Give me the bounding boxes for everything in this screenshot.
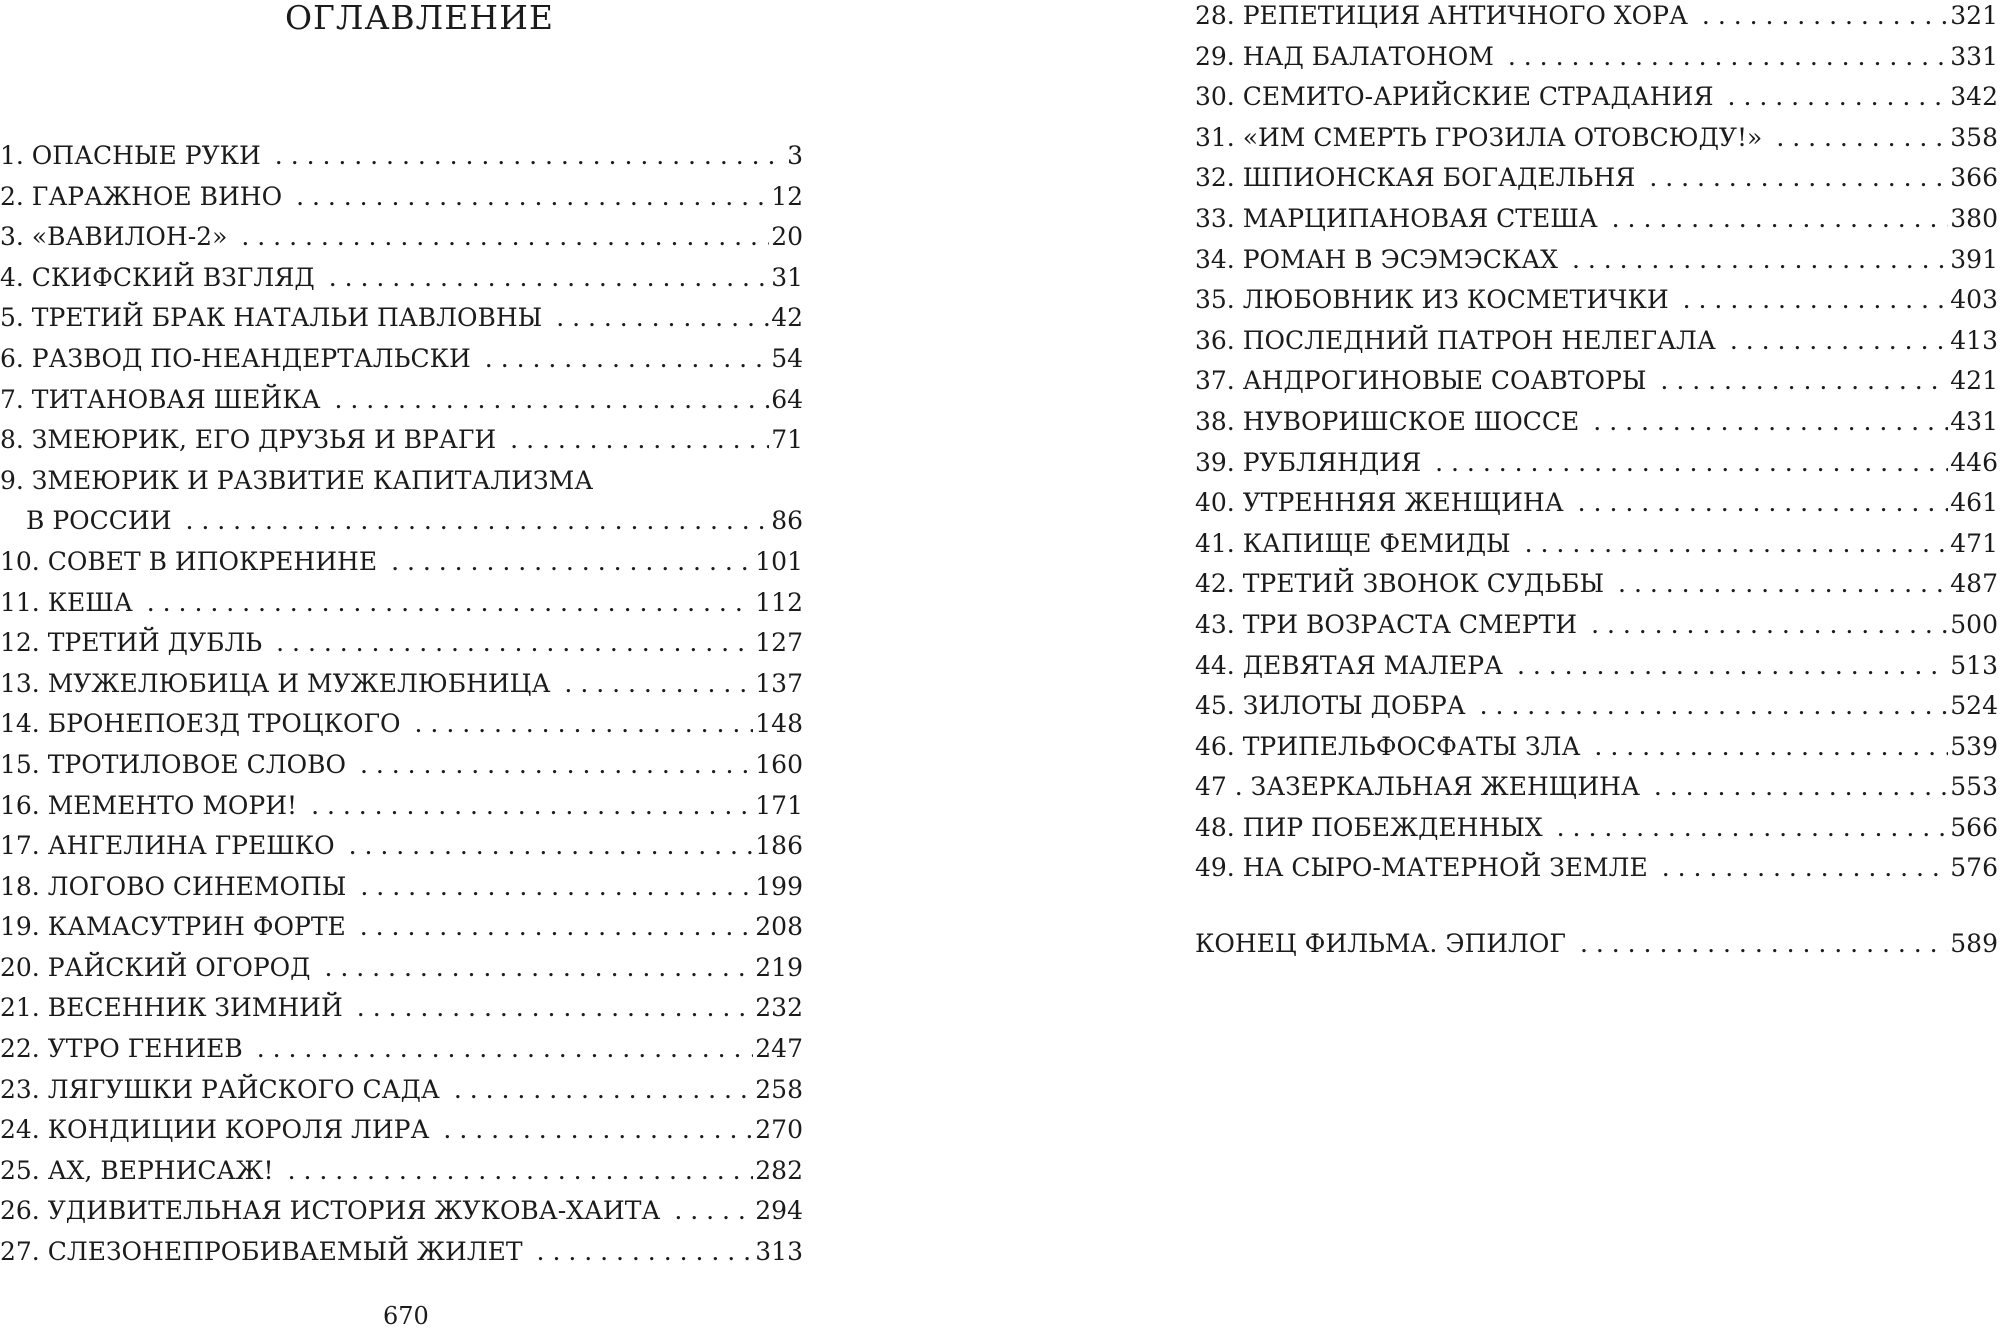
toc-entry-page: 54 xyxy=(771,343,803,373)
toc-entry xyxy=(0,542,803,583)
toc-entry-title: 24. КОНДИЦИИ КОРОЛЯ ЛИРА xyxy=(0,1115,430,1145)
toc-entry xyxy=(1195,199,1998,240)
toc-entry-page: 71 xyxy=(771,425,803,455)
toc-entry-page: 431 xyxy=(1950,406,1998,436)
toc-entry-title: 43. ТРИ ВОЗРАСТА СМЕРТИ xyxy=(1195,609,1578,639)
toc-entry-title: 19. КАМАСУТРИН ФОРТЕ xyxy=(0,912,346,942)
toc-entry-title: КОНЕЦ ФИЛЬМА. ЭПИЛОГ xyxy=(1195,929,1566,958)
toc-entry-page: 270 xyxy=(755,1115,803,1145)
dot-leader xyxy=(485,339,769,380)
toc-entry-title: 42. ТРЕТИЙ ЗВОНОК СУДЬБЫ xyxy=(1195,569,1605,599)
toc-entry xyxy=(0,867,803,908)
toc-entry-title: 46. ТРИПЕЛЬФОСФАТЫ ЗЛА xyxy=(1195,731,1581,761)
toc-entry-title: В РОССИИ xyxy=(26,506,172,536)
right-page xyxy=(1195,0,2000,1331)
toc-entry-title: 30. СЕМИТО-АРИЙСКИЕ СТРАДАНИЯ xyxy=(1195,82,1714,112)
toc-entry-title: 22. УТРО ГЕНИЕВ xyxy=(0,1034,243,1064)
dot-leader xyxy=(357,988,753,1029)
toc-entry-page: 513 xyxy=(1950,650,1998,680)
epilogue-list xyxy=(1195,924,1998,965)
toc-entry-title: 26. УДИВИТЕЛЬНАЯ ИСТОРИЯ ЖУКОВА-ХАИТА xyxy=(0,1196,661,1226)
toc-entry-page: 127 xyxy=(755,628,803,658)
toc-entry-page: 20 xyxy=(771,222,803,252)
toc-entry-page: 539 xyxy=(1950,731,1998,761)
toc-entry-page: 219 xyxy=(755,952,803,982)
toc-entry-title: 27. СЛЕЗОНЕПРОБИВАЕМЫЙ ЖИЛЕТ xyxy=(0,1237,523,1267)
toc-entry-title: 4. СКИФСКИЙ ВЗГЛЯД xyxy=(0,262,315,292)
toc-entry xyxy=(1195,118,1998,159)
toc-entry-title: 34. РОМАН В ЭСЭМЭСКАХ xyxy=(1195,244,1558,274)
dot-leader xyxy=(391,542,753,583)
dot-leader xyxy=(415,704,754,745)
toc-entry-title: 1. ОПАСНЫЕ РУКИ xyxy=(0,141,261,170)
toc-entry xyxy=(0,988,803,1029)
dot-leader xyxy=(360,907,754,948)
toc-entry xyxy=(0,1070,803,1111)
toc-entry xyxy=(0,745,803,786)
toc-entry xyxy=(0,258,803,299)
toc-entry-title: 33. МАРЦИПАНОВАЯ СТЕША xyxy=(1195,203,1598,233)
toc-entry-page: 421 xyxy=(1950,366,1998,396)
dot-leader xyxy=(1662,848,1949,889)
toc-entry xyxy=(0,1029,803,1070)
toc-entry-page: 461 xyxy=(1950,488,1998,518)
dot-leader xyxy=(1580,924,1948,965)
toc-entry xyxy=(0,461,803,502)
toc-entry-page: 553 xyxy=(1950,772,1998,802)
toc-entry xyxy=(1195,808,1998,849)
toc-entry-title: 12. ТРЕТИЙ ДУБЛЬ xyxy=(0,628,263,658)
toc-entry-page: 186 xyxy=(755,831,803,861)
dot-leader xyxy=(1612,199,1949,240)
dot-leader xyxy=(1480,686,1949,727)
toc-entry xyxy=(1195,361,1998,402)
toc-entry-title: 2. ГАРАЖНОЕ ВИНО xyxy=(0,181,283,211)
toc-entry-title: 49. НА СЫРО-МАТЕРНОЙ ЗЕМЛЕ xyxy=(1195,853,1648,883)
dot-leader xyxy=(674,1191,753,1232)
toc-entry xyxy=(1195,848,1998,889)
toc-entry-title: 10. СОВЕТ В ИПОКРЕНИНЕ xyxy=(0,546,378,576)
dot-leader xyxy=(1660,361,1948,402)
dot-leader xyxy=(1728,77,1949,118)
toc-entry xyxy=(0,948,803,989)
toc-entry xyxy=(1195,686,1998,727)
left-page xyxy=(0,0,820,1331)
toc-entry-title: 25. АХ, ВЕРНИСАЖ! xyxy=(0,1155,274,1185)
dot-leader xyxy=(257,1029,754,1070)
toc-entry xyxy=(0,380,803,421)
toc-entry xyxy=(1195,321,1998,362)
page-title: ОГЛАВЛЕНИЕ xyxy=(285,0,554,37)
dot-leader xyxy=(1702,0,1948,37)
toc-entry xyxy=(0,339,803,380)
toc-entry-page: 112 xyxy=(755,587,803,617)
toc-entry-title: 48. ПИР ПОБЕЖДЕННЫХ xyxy=(1195,812,1543,842)
toc-entry xyxy=(0,501,803,542)
toc-entry-title: 16. МЕМЕНТО МОРИ! xyxy=(0,790,298,820)
toc-entry-page: 313 xyxy=(755,1237,803,1267)
dot-leader xyxy=(510,420,769,461)
toc-entry-epilogue xyxy=(1195,924,1998,965)
toc-entry-page: 589 xyxy=(1950,929,1998,958)
toc-entry-page: 524 xyxy=(1950,691,1998,721)
toc-entry xyxy=(0,420,803,461)
dot-leader xyxy=(537,1232,754,1273)
toc-list-left xyxy=(0,136,803,1273)
toc-entry-page: 12 xyxy=(771,181,803,211)
dot-leader xyxy=(360,867,753,908)
toc-entry-title: 41. КАПИЩЕ ФЕМИДЫ xyxy=(1195,528,1511,558)
toc-entry-title: 15. ТРОТИЛОВОЕ СЛОВО xyxy=(0,749,346,779)
toc-entry xyxy=(0,704,803,745)
dot-leader xyxy=(1654,767,1948,808)
dot-leader xyxy=(1435,443,1948,484)
toc-entry xyxy=(0,1191,803,1232)
dot-leader xyxy=(276,623,753,664)
dot-leader xyxy=(349,826,754,867)
toc-entry-title: 13. МУЖЕЛЮБИЦА И МУЖЕЛЮБНИЦА xyxy=(0,668,551,698)
toc-entry-page: 86 xyxy=(771,506,803,536)
toc-entry-title: 38. НУВОРИШСКОЕ ШОССЕ xyxy=(1195,406,1580,436)
toc-entry-title: 17. АНГЕЛИНА ГРЕШКО xyxy=(0,831,335,861)
dot-leader xyxy=(186,501,770,542)
toc-entry-title: 36. ПОСЛЕДНИЙ ПАТРОН НЕЛЕГАЛА xyxy=(1195,325,1716,355)
dot-leader xyxy=(241,217,769,258)
toc-entry-page: 446 xyxy=(1950,447,1998,477)
toc-entry-page: 566 xyxy=(1950,812,1998,842)
toc-entry-title: 40. УТРЕННЯЯ ЖЕНЩИНА xyxy=(1195,488,1564,518)
toc-entry xyxy=(1195,727,1998,768)
toc-entry-title: 11. КЕША xyxy=(0,587,133,617)
dot-leader xyxy=(1578,483,1949,524)
dot-leader xyxy=(147,583,754,624)
toc-entry-page: 3 xyxy=(787,141,803,170)
toc-entry xyxy=(0,217,803,258)
toc-entry xyxy=(1195,158,1998,199)
dot-leader xyxy=(1525,524,1949,565)
toc-entry xyxy=(1195,240,1998,281)
toc-entry-page: 171 xyxy=(755,790,803,820)
toc-entry xyxy=(0,177,803,218)
toc-entry xyxy=(0,826,803,867)
toc-entry xyxy=(0,298,803,339)
dot-leader xyxy=(329,258,769,299)
toc-entry-page: 247 xyxy=(755,1034,803,1064)
toc-entry xyxy=(1195,402,1998,443)
toc-list-right xyxy=(1195,0,1998,889)
dot-leader xyxy=(296,177,769,218)
toc-entry-title: 32. ШПИОНСКАЯ БОГАДЕЛЬНЯ xyxy=(1195,163,1636,193)
toc-entry-page: 321 xyxy=(1950,1,1998,30)
toc-entry-title: 47 . ЗАЗЕРКАЛЬНАЯ ЖЕНЩИНА xyxy=(1195,772,1640,802)
toc-entry-page: 331 xyxy=(1950,41,1998,71)
toc-entry xyxy=(1195,443,1998,484)
toc-entry-title: 23. ЛЯГУШКИ РАЙСКОГО САДА xyxy=(0,1074,440,1104)
toc-entry xyxy=(1195,524,1998,565)
page-number-folio: 670 xyxy=(383,1302,429,1330)
dot-leader xyxy=(334,380,769,421)
toc-entry-title: 29. НАД БАЛАТОНОМ xyxy=(1195,41,1494,71)
toc-entry-page: 31 xyxy=(771,262,803,292)
toc-entry-title: 21. ВЕСЕННИК ЗИМНИЙ xyxy=(0,993,343,1023)
dot-leader xyxy=(1572,240,1948,281)
toc-entry-page: 500 xyxy=(1950,609,1998,639)
toc-entry xyxy=(1195,77,1998,118)
dot-leader xyxy=(1508,37,1948,78)
dot-leader xyxy=(311,786,753,827)
toc-entry-title: 37. АНДРОГИНОВЫЕ СОАВТОРЫ xyxy=(1195,366,1647,396)
toc-entry-title: 28. РЕПЕТИЦИЯ АНТИЧНОГО ХОРА xyxy=(1195,1,1688,30)
toc-entry-title: 14. БРОНЕПОЕЗД ТРОЦКОГО xyxy=(0,709,401,739)
toc-entry-page: 487 xyxy=(1950,569,1998,599)
toc-entry-page: 160 xyxy=(755,749,803,779)
dot-leader xyxy=(1683,280,1949,321)
toc-entry-page: 342 xyxy=(1950,82,1998,112)
toc-entry-page: 199 xyxy=(755,871,803,901)
dot-leader xyxy=(454,1070,753,1111)
toc-entry xyxy=(1195,37,1998,78)
dot-leader xyxy=(443,1110,753,1151)
toc-entry-page: 208 xyxy=(755,912,803,942)
dot-leader xyxy=(1776,118,1948,159)
toc-entry-page: 101 xyxy=(755,546,803,576)
toc-entry-title: 45. ЗИЛОТЫ ДОБРА xyxy=(1195,691,1466,721)
toc-entry xyxy=(0,136,803,177)
toc-entry xyxy=(0,907,803,948)
toc-entry-title: 8. ЗМЕЮРИК, ЕГО ДРУЗЬЯ И ВРАГИ xyxy=(0,425,497,455)
toc-entry-page: 471 xyxy=(1950,528,1998,558)
dot-leader xyxy=(1649,158,1948,199)
dot-leader xyxy=(1593,402,1948,443)
dot-leader xyxy=(1517,646,1948,687)
toc-entry xyxy=(0,664,803,705)
toc-entry xyxy=(1195,280,1998,321)
dot-leader xyxy=(564,664,753,705)
toc-entry xyxy=(0,786,803,827)
toc-entry-title: 6. РАЗВОД ПО-НЕАНДЕРТАЛЬСКИ xyxy=(0,343,471,373)
toc-entry-page: 403 xyxy=(1950,285,1998,315)
toc-entry-page: 366 xyxy=(1950,163,1998,193)
dot-leader xyxy=(1594,727,1948,768)
toc-entry-page: 391 xyxy=(1950,244,1998,274)
toc-entry xyxy=(1195,0,1998,37)
toc-entry-title: 31. «ИМ СМЕРТЬ ГРОЗИЛА ОТОВСЮДУ!» xyxy=(1195,122,1763,152)
toc-entry-page: 358 xyxy=(1950,122,1998,152)
dot-leader xyxy=(556,298,769,339)
toc-entry-page: 232 xyxy=(755,993,803,1023)
toc-entry-title: 3. «ВАВИЛОН-2» xyxy=(0,222,228,252)
toc-entry-page: 576 xyxy=(1950,853,1998,883)
dot-leader xyxy=(1730,321,1948,362)
toc-entry-page: 64 xyxy=(771,384,803,414)
toc-entry xyxy=(0,583,803,624)
dot-leader xyxy=(288,1151,754,1192)
toc-entry-title: 20. РАЙСКИЙ ОГОРОД xyxy=(0,952,311,982)
toc-entry-page: 282 xyxy=(755,1155,803,1185)
toc-entry-page: 137 xyxy=(755,668,803,698)
toc-entry xyxy=(1195,564,1998,605)
toc-entry xyxy=(1195,767,1998,808)
toc-entry xyxy=(1195,605,1998,646)
toc-entry xyxy=(0,1151,803,1192)
toc-entry-title: 18. ЛОГОВО СИНЕМОПЫ xyxy=(0,871,347,901)
dot-leader xyxy=(360,745,753,786)
toc-entry-page: 258 xyxy=(755,1074,803,1104)
toc-entry-page: 148 xyxy=(755,709,803,739)
toc-entry-page: 380 xyxy=(1950,203,1998,233)
toc-entry xyxy=(1195,646,1998,687)
dot-leader xyxy=(324,948,753,989)
toc-entry-title: 7. ТИТАНОВАЯ ШЕЙКА xyxy=(0,384,321,414)
toc-entry-title: 9. ЗМЕЮРИК И РАЗВИТИЕ КАПИТАЛИЗМА xyxy=(0,465,594,495)
toc-entry-title: 44. ДЕВЯТАЯ МАЛЕРА xyxy=(1195,650,1503,680)
dot-leader xyxy=(1557,808,1949,849)
dot-leader xyxy=(275,136,785,177)
toc-entry xyxy=(0,1110,803,1151)
dot-leader xyxy=(1618,564,1948,605)
toc-entry-title: 39. РУБЛЯНДИЯ xyxy=(1195,447,1422,477)
toc-entry-page: 294 xyxy=(755,1196,803,1226)
toc-entry-title: 35. ЛЮБОВНИК ИЗ КОСМЕТИЧКИ xyxy=(1195,285,1669,315)
toc-entry-page: 42 xyxy=(771,303,803,333)
toc-entry xyxy=(0,623,803,664)
toc-entry xyxy=(1195,483,1998,524)
dot-leader xyxy=(1591,605,1948,646)
toc-entry xyxy=(0,1232,803,1273)
toc-entry-title: 5. ТРЕТИЙ БРАК НАТАЛЬИ ПАВЛОВНЫ xyxy=(0,303,543,333)
toc-entry-page: 413 xyxy=(1950,325,1998,355)
